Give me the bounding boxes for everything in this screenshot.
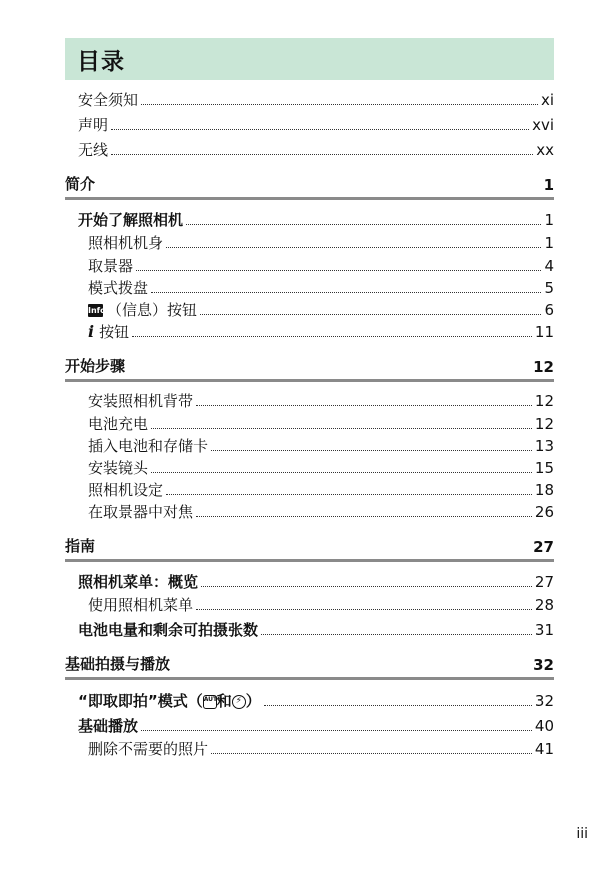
- section-header-start[interactable]: 开始步骤 12: [65, 354, 554, 382]
- toc-entry[interactable]: 安全须知 xi: [78, 91, 554, 109]
- toc-entry[interactable]: i 按钮 11: [88, 322, 554, 341]
- section-rule: [65, 677, 554, 680]
- section-rule: [65, 197, 554, 200]
- toc-entry[interactable]: 电池电量和剩余可拍摄张数 31: [78, 621, 554, 639]
- flash-off-icon: ⚡: [232, 695, 246, 709]
- toc-entry[interactable]: 照相机菜单：概览 27: [78, 573, 554, 591]
- toc-entry[interactable]: 安装镜头 15: [88, 459, 554, 477]
- toc-entry[interactable]: 在取景器中对焦 26: [88, 503, 554, 521]
- section-header-intro[interactable]: 简介 1: [65, 172, 554, 200]
- section-rule: [65, 379, 554, 382]
- toc-entry[interactable]: 基础播放 40: [78, 717, 554, 735]
- section-header-guide[interactable]: 指南 27: [65, 534, 554, 562]
- section-rule: [65, 559, 554, 562]
- toc-entry[interactable]: “即取即拍”模式（AUTO和 ⚡ ） 32: [78, 692, 554, 710]
- page-number: iii: [576, 826, 588, 842]
- toc-title-bar: [65, 38, 554, 80]
- toc-entry[interactable]: 模式拨盘 5: [88, 279, 554, 297]
- toc-title: 目录: [77, 48, 125, 75]
- toc-entry[interactable]: 声明 xvi: [78, 116, 554, 134]
- toc-entry[interactable]: 使用照相机菜单 28: [88, 596, 554, 614]
- section-header-basic[interactable]: 基础拍摄与播放 32: [65, 652, 554, 680]
- toc-entry[interactable]: 电池充电 12: [88, 415, 554, 433]
- toc-entry[interactable]: 插入电池和存储卡 13: [88, 437, 554, 455]
- toc-entry[interactable]: 安装照相机背带 12: [88, 392, 554, 410]
- auto-mode-icon: AUTO: [203, 695, 217, 709]
- i-button-icon: i: [88, 322, 95, 341]
- toc-entry[interactable]: 取景器 4: [88, 257, 554, 275]
- toc-entry[interactable]: 删除不需要的照片 41: [88, 740, 554, 758]
- toc-entry[interactable]: 开始了解照相机 1: [78, 211, 554, 229]
- toc-entry[interactable]: 照相机设定 18: [88, 481, 554, 499]
- toc-entry[interactable]: 无线 xx: [78, 141, 554, 159]
- info-button-icon: Info: [88, 306, 106, 315]
- toc-entry[interactable]: 照相机机身 1: [88, 234, 554, 252]
- toc-entry[interactable]: Info（信息）按钮 6: [88, 301, 554, 319]
